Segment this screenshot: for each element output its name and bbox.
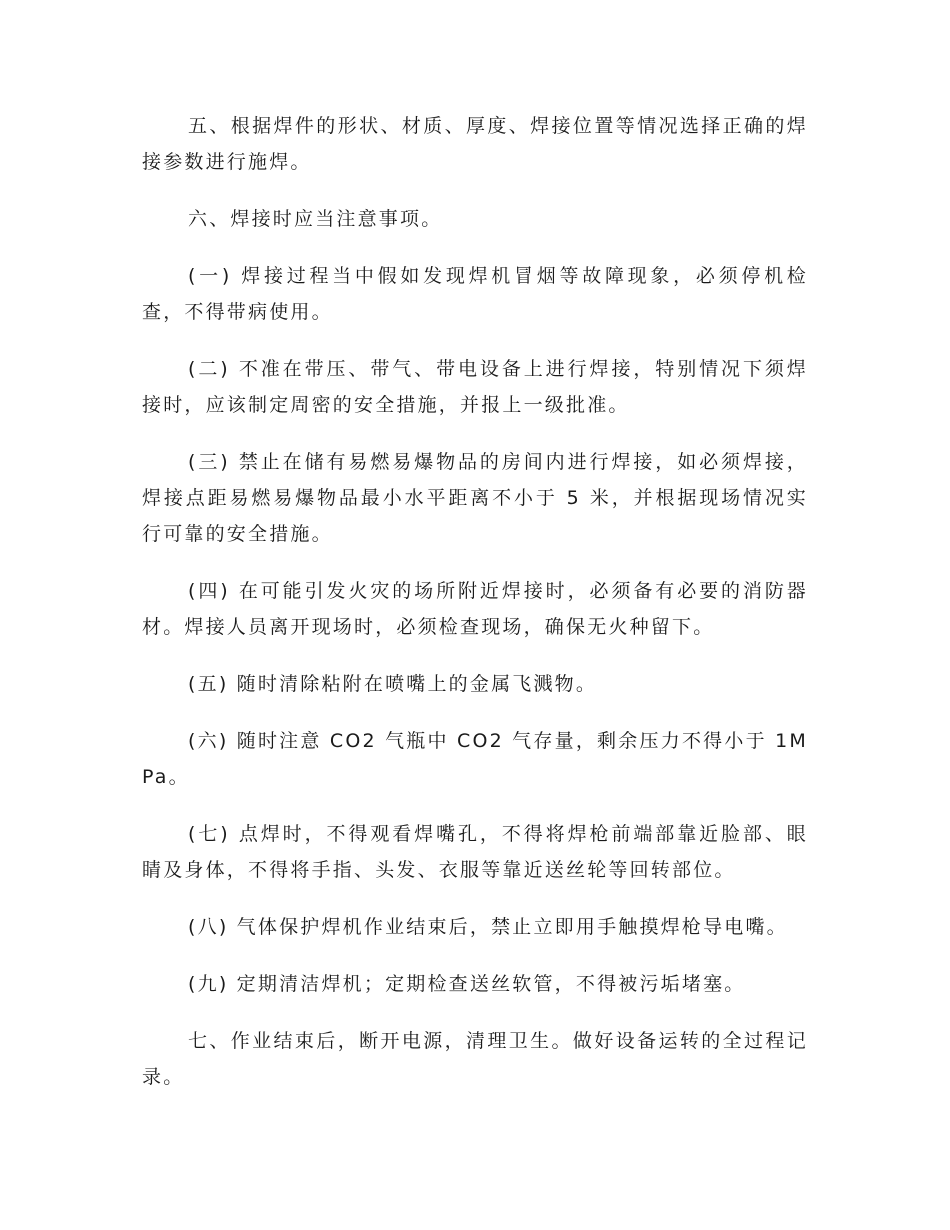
paragraph-item-6: (六) 随时注意 CO2 气瓶中 CO2 气存量，剩余压力不得小于 1MPa。 bbox=[142, 730, 808, 788]
paragraph-item-8: (八) 气体保护焊机作业结束后，禁止立即用手触摸焊枪导电嘴。 bbox=[188, 916, 788, 938]
paragraph-section-5: 五、根据焊件的形状、材质、厚度、焊接位置等情况选择正确的焊接参数进行施焊。 bbox=[142, 115, 808, 173]
paragraph-item-4: (四) 在可能引发火灾的场所附近焊接时，必须备有必要的消防器材。焊接人员离开现场时，必须检查现场，确保无火种留下。 bbox=[142, 580, 808, 638]
paragraph-item-5: (五) 随时清除粘附在喷嘴上的金属飞溅物。 bbox=[188, 673, 598, 695]
document-body bbox=[142, 108, 808, 1116]
paragraph-section-7: 七、作业结束后，断开电源，清理卫生。做好设备运转的全过程记录。 bbox=[142, 1030, 808, 1088]
paragraph-item-1: (一) 焊接过程当中假如发现焊机冒烟等故障现象，必须停机检查，不得带病使用。 bbox=[142, 265, 808, 323]
paragraph-item-3: (三) 禁止在储有易燃易爆物品的房间内进行焊接，如必须焊接，焊接点距易燃易爆物品最小水平距离不小于 5 米，并根据现场情况实行可靠的安全措施。 bbox=[142, 451, 808, 545]
paragraph-section-6: 六、焊接时应当注意事项。 bbox=[188, 208, 443, 230]
paragraph-item-9: (九) 定期清洁焊机；定期检查送丝软管，不得被污垢堵塞。 bbox=[188, 973, 746, 995]
paragraph-item-7: (七) 点焊时，不得观看焊嘴孔，不得将焊枪前端部靠近脸部、眼睛及身体，不得将手指、头发、衣服等靠近送丝轮等回转部位。 bbox=[142, 823, 808, 881]
paragraph-item-2: (二) 不准在带压、带气、带电设备上进行焊接，特别情况下须焊接时，应该制定周密的安全措施，并报上一级批准。 bbox=[142, 358, 808, 416]
